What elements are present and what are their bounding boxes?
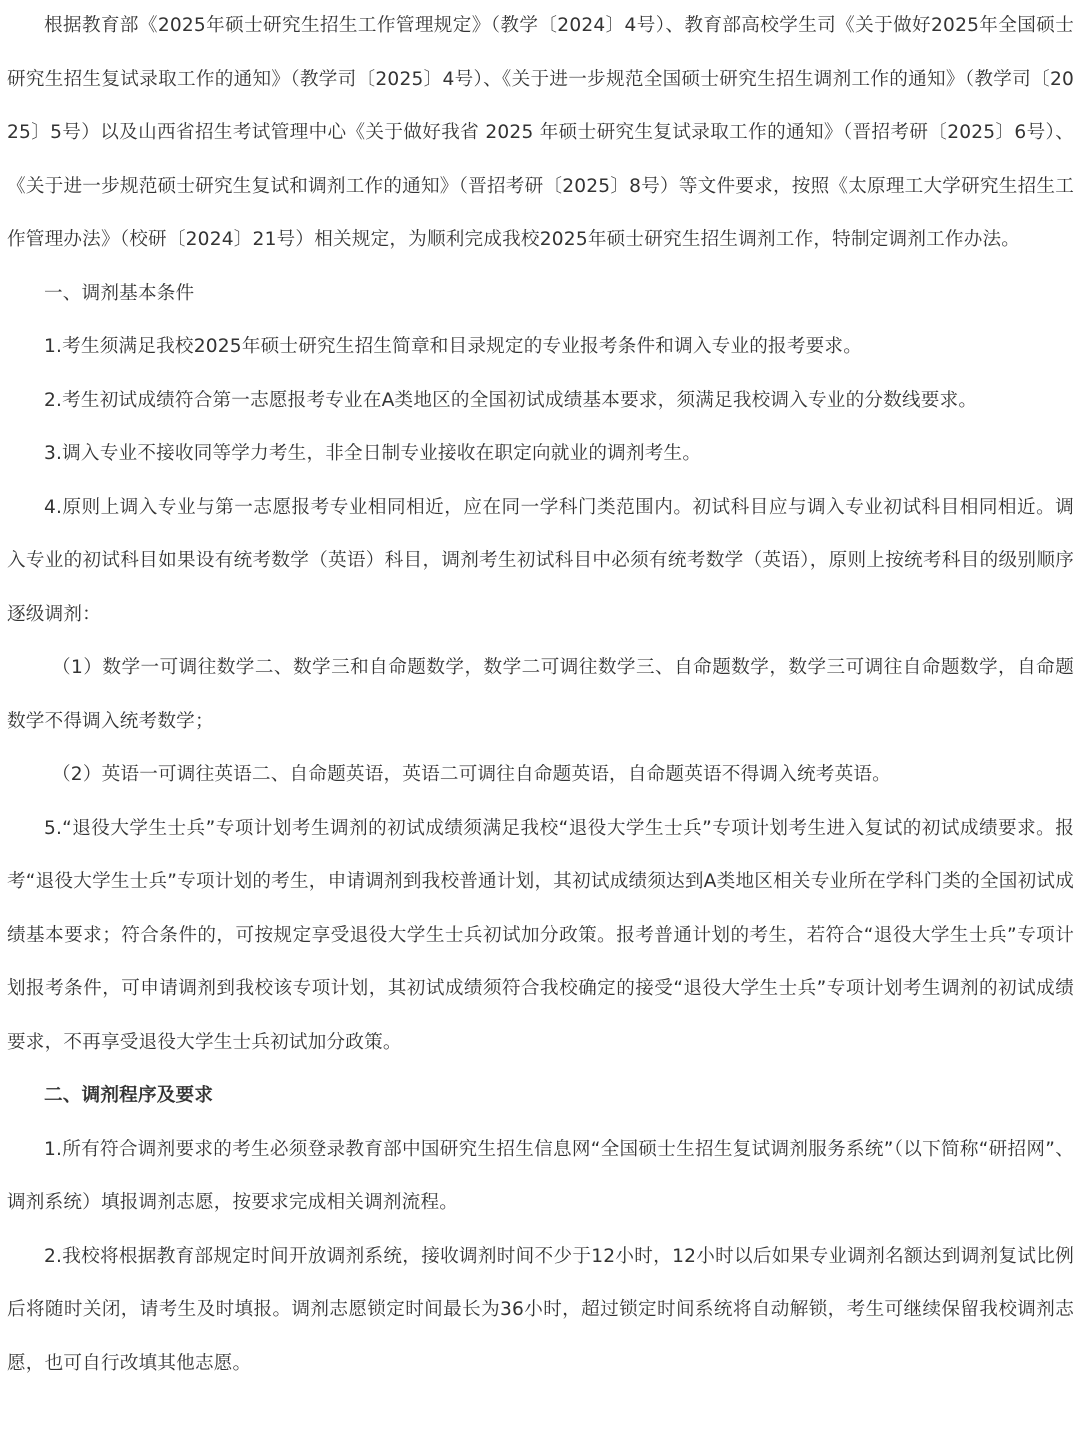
condition-item-5: 5.“退役大学生士兵”专项计划考生调剂的初试成绩须满足我校“退役大学生士兵”专项计划考生进入复试的初试成绩要求。报考“退役大学生士兵”专项计划的考生，申请调剂到我校普通计划，其初试成绩须达到A类地区相关专业所在学科门类的全国初试成绩基本要求；符合条件的，可按规定享受退役大学生士兵初试加分政策。报考普通计划的考生，若符合“退役大学生士兵”专项计划报考条件，可申请调剂到我校该专项计划，其初试成绩须符合我校确定的接受“退役大学生士兵”专项计划考生调剂的初试成绩要求，不再享受退役大学生士兵初试加分政策。 [7, 817, 1074, 1053]
condition-subitem-english: （2）英语一可调往英语二、自命题英语，英语二可调往自命题英语，自命题英语不得调入统考英语。 [52, 764, 891, 785]
condition-item-2: 2.考生初试成绩符合第一志愿报考专业在A类地区的全国初试成绩基本要求，须满足我校调入专业的分数线要求。 [44, 389, 978, 411]
condition-item-3: 3.调入专业不接收同等学力考生，非全日制专业接收在职定向就业的调剂考生。 [44, 443, 702, 464]
condition-item-4: 4.原则上调入专业与第一志愿报考专业相同相近，应在同一学科门类范围内。初试科目应与调入专业初试科目相同相近。调入专业的初试科目如果设有统考数学（英语）科目，调剂考生初试科目中必须有统考数学（英语），原则上按统考科目的级别顺序逐级调剂： [7, 496, 1074, 625]
section-heading-basic-conditions: 一、调剂基本条件 [44, 282, 195, 304]
condition-item-1: 1.考生须满足我校2025年硕士研究生招生简章和目录规定的专业报考条件和调入专业的报考要求。 [44, 336, 863, 357]
section-heading-procedure: 二、调剂程序及要求 [44, 1085, 214, 1106]
intro-paragraph: 根据教育部《2025年硕士研究生招生工作管理规定》（教学〔2024〕4号）、教育部高校学生司《关于做好2025年全国硕士研究生招生复试录取工作的通知》（教学司〔2025〕4号）、《关于进一步规范全国硕士研究生招生调剂工作的通知》（教学司〔2025〕5号）以及山西省招生考试管理中心《关于做好我省 2025 年硕士研究生复试录取工作的通知》（晋招考研〔2025〕6号）、《关于进一步规范硕士研究生复试和调剂工作的通知》（晋招考研〔2025〕8号）等文件要求，按照《太原理工大学研究生招生工作管理办法》（校研〔2024〕21号）相关规定，为顺利完成我校2025年硕士研究生招生调剂工作，特制定调剂工作办法。 [7, 15, 1074, 250]
procedure-item-2: 2.我校将根据教育部规定时间开放调剂系统，接收调剂时间不少于12小时，12小时以后如果专业调剂名额达到调剂复试比例后将随时关闭，请考生及时填报。调剂志愿锁定时间最长为36小时，超过锁定时间系统将自动解锁，考生可继续保留我校调剂志愿，也可自行改填其他志愿。 [7, 1245, 1074, 1374]
condition-subitem-math: （1）数学一可调往数学二、数学三和自命题数学，数学二可调往数学三、自命题数学，数学三可调往自命题数学，自命题数学不得调入统考数学； [7, 657, 1074, 732]
procedure-item-1: 1.所有符合调剂要求的考生必须登录教育部中国研究生招生信息网“全国硕士生招生复试调剂服务系统”（以下简称“研招网”、调剂系统）填报调剂志愿，按要求完成相关调剂流程。 [7, 1138, 1074, 1213]
